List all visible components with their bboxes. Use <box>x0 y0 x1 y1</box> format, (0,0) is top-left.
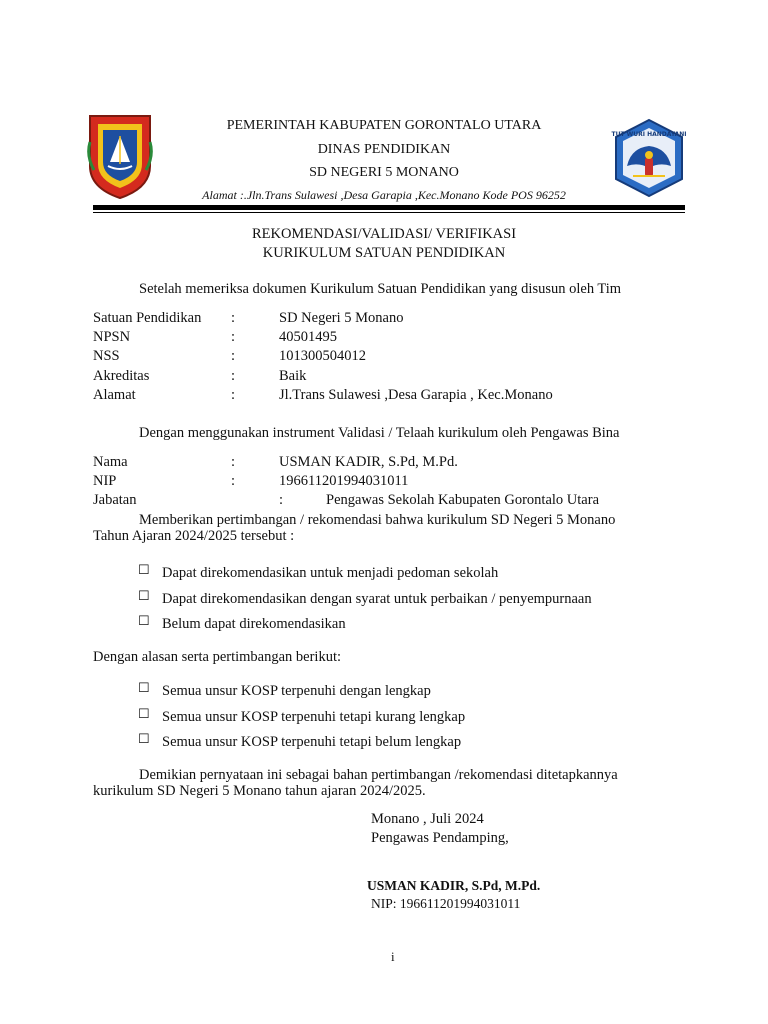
supervisor-info-value: 196611201994031011 <box>279 473 409 489</box>
option-checkbox[interactable]: ☐ <box>138 588 150 603</box>
reason-checkbox[interactable]: ☐ <box>138 706 150 721</box>
document-title-line1: REKOMENDASI/VALIDASI/ VERIFIKASI <box>251 226 517 242</box>
school-info-label: Akreditas <box>93 368 150 384</box>
supervisor-info-value: USMAN KADIR, S.Pd, M.Pd. <box>279 454 458 470</box>
closing-line2: kurikulum SD Negeri 5 Monano tahun ajaran 2024/2025. <box>93 783 426 799</box>
school-info-label: NSS <box>93 348 120 364</box>
emblem-motto: TUT WURI HANDAYANI <box>611 131 687 138</box>
signature-place-date: Monano , Juli 2024 <box>371 811 484 827</box>
header-line-school: SD NEGERI 5 MONANO <box>309 165 459 180</box>
supervisor-info-value: Pengawas Sekolah Kabupaten Gorontalo Utara <box>326 492 600 508</box>
recommendation-line2: Tahun Ajaran 2024/2025 tersebut : <box>93 528 295 544</box>
option-checkbox[interactable]: ☐ <box>138 613 150 628</box>
letterhead-divider-thin <box>93 212 685 213</box>
supervisor-info-colon: : <box>279 492 284 508</box>
school-info-colon: : <box>231 368 236 384</box>
school-info-value: 101300504012 <box>279 348 366 364</box>
school-info-colon: : <box>231 387 236 403</box>
document-title-line2: KURIKULUM SATUAN PENDIDIKAN <box>262 245 506 261</box>
reason-label: Semua unsur KOSP terpenuhi tetapi kurang lengkap <box>162 709 466 725</box>
school-info-value: SD Negeri 5 Monano <box>279 310 404 326</box>
intro-text: Setelah memeriksa dokumen Kurikulum Satuan Pendidikan yang disusun oleh Tim <box>139 281 622 297</box>
option-label: Dapat direkomendasikan dengan syarat untuk perbaikan / penyempurnaan <box>162 591 592 607</box>
school-info-value: Baik <box>279 368 307 384</box>
school-info-label: Satuan Pendidikan <box>93 310 202 326</box>
reason-checkbox[interactable]: ☐ <box>138 680 150 695</box>
supervisor-info-label: Nama <box>93 454 128 470</box>
signature-role: Pengawas Pendamping, <box>371 830 509 846</box>
school-info-label: NPSN <box>93 329 131 345</box>
supervisor-info-colon: : <box>231 454 236 470</box>
page-number: i <box>391 949 395 964</box>
header-line-department: DINAS PENDIDIKAN <box>317 142 451 157</box>
reason-label: Semua unsur KOSP terpenuhi dengan lengkap <box>162 683 431 699</box>
recommendation-line1: Memberikan pertimbangan / rekomendasi bahwa kurikulum SD Negeri 5 Monano <box>139 512 616 528</box>
supervisor-info-colon: : <box>231 473 236 489</box>
signature-nip: NIP: 196611201994031011 <box>371 896 521 911</box>
reason-label: Semua unsur KOSP terpenuhi tetapi belum lengkap <box>162 734 462 750</box>
option-checkbox[interactable]: ☐ <box>138 562 150 577</box>
option-label: Dapat direkomendasikan untuk menjadi pedoman sekolah <box>162 565 499 581</box>
option-label: Belum dapat direkomendasikan <box>162 616 346 632</box>
closing-line1: Demikian pernyataan ini sebagai bahan pertimbangan /rekomendasi ditetapkannya <box>139 767 618 783</box>
signature-name: USMAN KADIR, S.Pd, M.Pd. <box>367 878 541 893</box>
header-address: Alamat :.Jln.Trans Sulawesi ,Desa Garapia ,Kec.Monano Kode POS 96252 <box>202 188 566 202</box>
supervisor-info-label: NIP <box>93 473 117 489</box>
school-info-value: Jl.Trans Sulawesi ,Desa Garapia , Kec.Monano <box>279 387 553 403</box>
supervisor-info-label: Jabatan <box>93 492 137 508</box>
school-info-value: 40501495 <box>279 329 337 345</box>
instrument-text: Dengan menggunakan instrument Validasi / Telaah kurikulum oleh Pengawas Bina <box>139 425 620 441</box>
reason-checkbox[interactable]: ☐ <box>138 731 150 746</box>
school-info-colon: : <box>231 310 236 326</box>
header-line-government: PEMERINTAH KABUPATEN GORONTALO UTARA <box>226 118 542 133</box>
letterhead-divider-thick <box>93 205 685 210</box>
reason-heading: Dengan alasan serta pertimbangan berikut: <box>93 649 342 665</box>
school-info-colon: : <box>231 348 236 364</box>
school-info-colon: : <box>231 329 236 345</box>
school-info-label: Alamat <box>93 387 136 403</box>
